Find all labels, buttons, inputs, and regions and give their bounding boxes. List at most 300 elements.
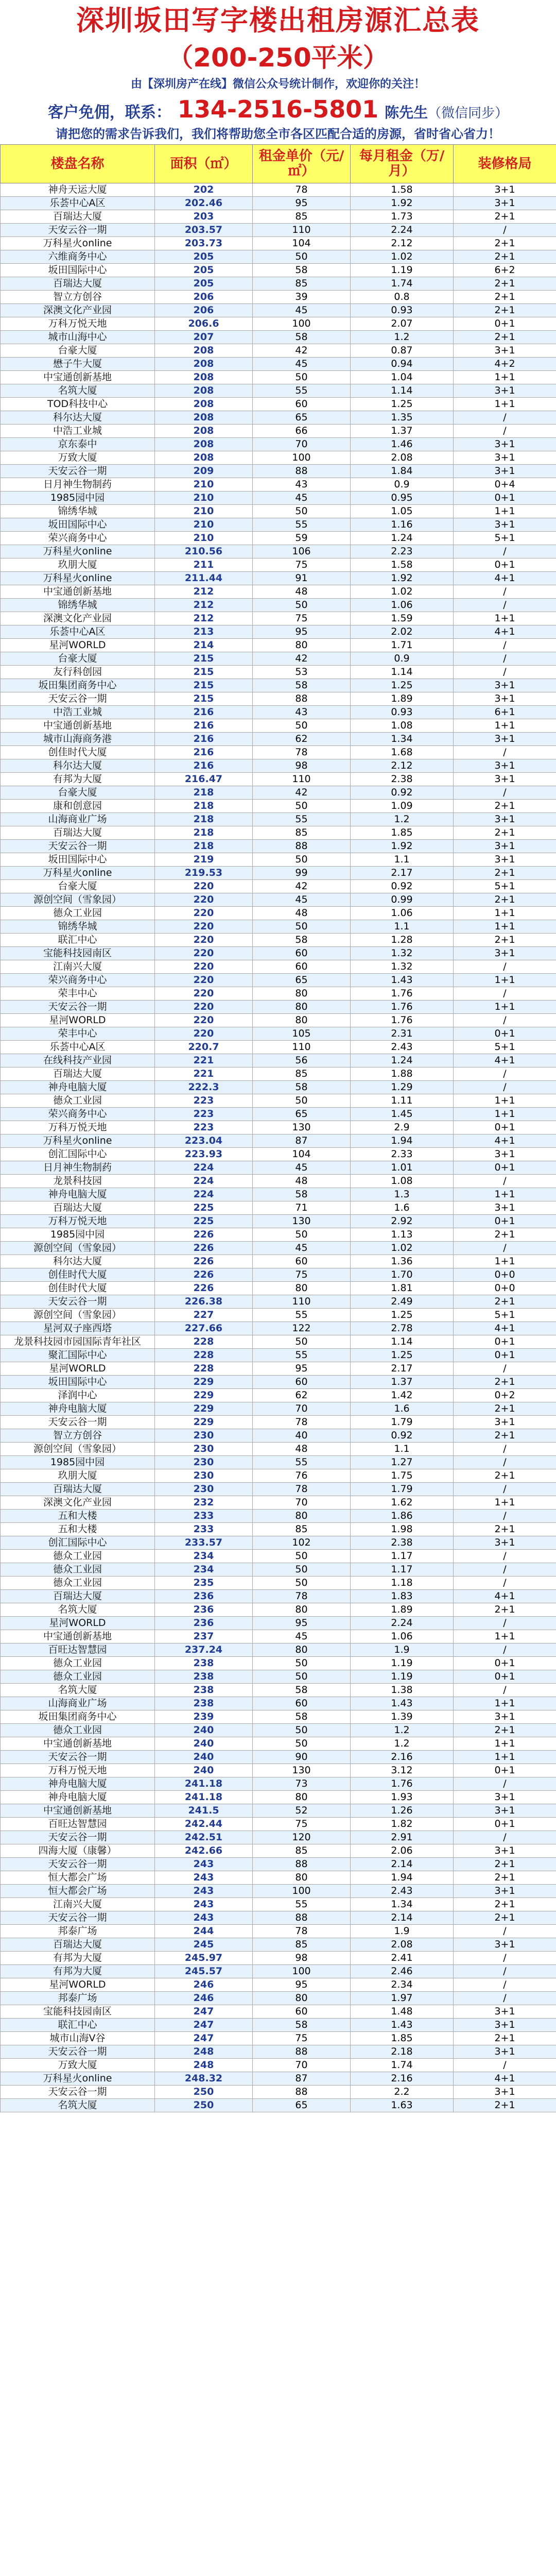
table-row bbox=[1, 505, 556, 518]
area-cell: 242.66 bbox=[155, 1844, 253, 1858]
layout-cell: 1+1 bbox=[454, 974, 556, 987]
unit-price-cell: 95 bbox=[253, 197, 351, 210]
layout-cell: 2+1 bbox=[454, 1295, 556, 1309]
monthly-rent-cell: 1.2 bbox=[351, 813, 454, 826]
area-cell: 243 bbox=[155, 1885, 253, 1898]
table-row bbox=[1, 2005, 556, 2019]
building-name-cell: 四海大厦（康馨） bbox=[1, 1844, 155, 1858]
unit-price-cell: 60 bbox=[253, 1255, 351, 1268]
layout-cell: 3+1 bbox=[454, 438, 556, 451]
building-name-cell: 名筑大厦 bbox=[1, 2099, 155, 2112]
monthly-rent-cell: 1.32 bbox=[351, 947, 454, 960]
monthly-rent-cell: 1.06 bbox=[351, 1630, 454, 1643]
building-name-cell: 台豪大厦 bbox=[1, 786, 155, 800]
area-cell: 218 bbox=[155, 800, 253, 813]
building-name-cell: 万科星火online bbox=[1, 545, 155, 558]
monthly-rent-cell: 1.58 bbox=[351, 558, 454, 572]
layout-cell: 3+1 bbox=[454, 679, 556, 692]
layout-cell: 2+1 bbox=[454, 1523, 556, 1536]
monthly-rent-cell: 1.6 bbox=[351, 1201, 454, 1215]
building-name-cell: 坂田国际中心 bbox=[1, 518, 155, 532]
monthly-rent-cell: 1.76 bbox=[351, 1014, 454, 1027]
table-row bbox=[1, 277, 556, 291]
table-row bbox=[1, 1054, 556, 1067]
building-name-cell: 创汇国际中心 bbox=[1, 1148, 155, 1161]
table-row bbox=[1, 572, 556, 585]
table-row bbox=[1, 840, 556, 853]
unit-price-cell: 50 bbox=[253, 800, 351, 813]
table-row bbox=[1, 1094, 556, 1108]
area-cell: 246 bbox=[155, 1992, 253, 2005]
unit-price-cell: 45 bbox=[253, 893, 351, 907]
layout-cell: 5+1 bbox=[454, 880, 556, 893]
area-cell: 230 bbox=[155, 1483, 253, 1496]
unit-price-cell: 60 bbox=[253, 1697, 351, 1710]
layout-cell: 2+1 bbox=[454, 1228, 556, 1242]
area-cell: 247 bbox=[155, 2005, 253, 2019]
monthly-rent-cell: 1.85 bbox=[351, 826, 454, 840]
building-name-cell: 百旺达智慧园 bbox=[1, 1818, 155, 1831]
monthly-rent-cell: 1.94 bbox=[351, 1871, 454, 1885]
table-row bbox=[1, 1925, 556, 1938]
building-name-cell: 名筑大厦 bbox=[1, 1684, 155, 1697]
unit-price-cell: 71 bbox=[253, 1201, 351, 1215]
layout-cell: 2+1 bbox=[454, 2099, 556, 2112]
table-row bbox=[1, 1322, 556, 1335]
unit-price-cell: 50 bbox=[253, 1550, 351, 1563]
unit-price-cell: 80 bbox=[253, 1871, 351, 1885]
building-name-cell: 邦泰广场 bbox=[1, 1925, 155, 1938]
area-cell: 216 bbox=[155, 719, 253, 733]
layout-cell: 2+1 bbox=[454, 1376, 556, 1389]
layout-cell: 1+1 bbox=[454, 920, 556, 934]
area-cell: 230 bbox=[155, 1469, 253, 1483]
building-name-cell: 万科星火online bbox=[1, 2072, 155, 2086]
unit-price-cell: 45 bbox=[253, 1630, 351, 1643]
monthly-rent-cell: 0.9 bbox=[351, 652, 454, 666]
layout-cell: / bbox=[454, 1831, 556, 1844]
layout-cell: 0+1 bbox=[454, 1027, 556, 1041]
unit-price-cell: 62 bbox=[253, 733, 351, 746]
sheet-title: 深圳坂田写字楼出租房源汇总表 bbox=[76, 4, 480, 37]
layout-cell: 1+1 bbox=[454, 505, 556, 518]
monthly-rent-cell: 1.81 bbox=[351, 1282, 454, 1295]
building-name-cell: 神舟电脑大厦 bbox=[1, 1188, 155, 1201]
layout-cell: 3+1 bbox=[454, 2086, 556, 2099]
layout-cell: 2+1 bbox=[454, 893, 556, 907]
area-cell: 240 bbox=[155, 1751, 253, 1764]
monthly-rent-cell: 0.92 bbox=[351, 786, 454, 800]
area-cell: 212 bbox=[155, 585, 253, 599]
table-body bbox=[1, 183, 556, 2112]
table-row bbox=[1, 974, 556, 987]
area-cell: 229 bbox=[155, 1402, 253, 1416]
layout-cell: / bbox=[454, 585, 556, 599]
building-name-cell: 中宝通创新基地 bbox=[1, 371, 155, 384]
layout-cell: / bbox=[454, 1577, 556, 1590]
unit-price-cell: 59 bbox=[253, 532, 351, 545]
layout-cell: 2+1 bbox=[454, 826, 556, 840]
table-row bbox=[1, 425, 556, 438]
layout-cell: 0+1 bbox=[454, 1121, 556, 1134]
area-cell: 223.93 bbox=[155, 1148, 253, 1161]
area-cell: 216 bbox=[155, 759, 253, 773]
monthly-rent-cell: 1.19 bbox=[351, 264, 454, 277]
building-name-cell: 玖朋大厦 bbox=[1, 558, 155, 572]
building-name-cell: 京东泰中 bbox=[1, 438, 155, 451]
area-cell: 211.44 bbox=[155, 572, 253, 585]
table-row bbox=[1, 1228, 556, 1242]
area-cell: 218 bbox=[155, 826, 253, 840]
layout-cell: 0+0 bbox=[454, 1282, 556, 1295]
monthly-rent-cell: 1.19 bbox=[351, 1657, 454, 1670]
layout-cell: 4+1 bbox=[454, 1134, 556, 1148]
layout-cell: 0+1 bbox=[454, 317, 556, 331]
layout-cell: 0+1 bbox=[454, 1670, 556, 1684]
area-cell: 227 bbox=[155, 1309, 253, 1322]
layout-cell: 3+1 bbox=[454, 773, 556, 786]
area-cell: 208 bbox=[155, 451, 253, 465]
layout-cell: 1+1 bbox=[454, 907, 556, 920]
table-row bbox=[1, 1469, 556, 1483]
monthly-rent-cell: 1.36 bbox=[351, 1255, 454, 1268]
table-row bbox=[1, 1550, 556, 1563]
building-name-cell: 荣丰中心 bbox=[1, 1027, 155, 1041]
monthly-rent-cell: 1.93 bbox=[351, 1791, 454, 1804]
table-row bbox=[1, 639, 556, 652]
monthly-rent-cell: 1.83 bbox=[351, 1590, 454, 1603]
table-row bbox=[1, 1416, 556, 1429]
monthly-rent-cell: 1.2 bbox=[351, 331, 454, 344]
building-name-cell: 深澳文化产业园 bbox=[1, 612, 155, 625]
building-name-cell: 锦绣华城 bbox=[1, 920, 155, 934]
unit-price-cell: 45 bbox=[253, 304, 351, 317]
monthly-rent-cell: 1.74 bbox=[351, 277, 454, 291]
table-row bbox=[1, 625, 556, 639]
unit-price-cell: 90 bbox=[253, 1751, 351, 1764]
table-row bbox=[1, 1376, 556, 1389]
table-row bbox=[1, 867, 556, 880]
table-row bbox=[1, 1148, 556, 1161]
building-name-cell: 德众工业园 bbox=[1, 1577, 155, 1590]
unit-price-cell: 50 bbox=[253, 371, 351, 384]
unit-price-cell: 85 bbox=[253, 1523, 351, 1536]
unit-price-cell: 50 bbox=[253, 1724, 351, 1737]
table-row bbox=[1, 532, 556, 545]
table-row bbox=[1, 759, 556, 773]
table-row bbox=[1, 1536, 556, 1550]
building-name-cell: 联汇中心 bbox=[1, 2019, 155, 2032]
building-name-cell: 日月神生物制药 bbox=[1, 1161, 155, 1175]
layout-cell: 3+1 bbox=[454, 465, 556, 478]
monthly-rent-cell: 1.29 bbox=[351, 1081, 454, 1094]
table-row bbox=[1, 1764, 556, 1777]
unit-price-cell: 80 bbox=[253, 987, 351, 1001]
building-name-cell: 台豪大厦 bbox=[1, 344, 155, 358]
unit-price-cell: 99 bbox=[253, 867, 351, 880]
layout-cell: / bbox=[454, 987, 556, 1001]
area-cell: 226 bbox=[155, 1242, 253, 1255]
building-name-cell: 玖朋大厦 bbox=[1, 1469, 155, 1483]
table-row bbox=[1, 1978, 556, 1992]
building-name-cell: 源创空间（雪象园） bbox=[1, 1443, 155, 1456]
building-name-cell: 天安云谷一期 bbox=[1, 465, 155, 478]
table-row bbox=[1, 1362, 556, 1376]
area-cell: 241.18 bbox=[155, 1791, 253, 1804]
monthly-rent-cell: 1.76 bbox=[351, 1777, 454, 1791]
building-name-cell: 有邦为大厦 bbox=[1, 1952, 155, 1965]
table-row bbox=[1, 2059, 556, 2072]
layout-cell: 1+1 bbox=[454, 398, 556, 411]
building-name-cell: TOD科技中心 bbox=[1, 398, 155, 411]
monthly-rent-cell: 1.2 bbox=[351, 1737, 454, 1751]
layout-cell: 2+1 bbox=[454, 1603, 556, 1617]
layout-cell: 3+1 bbox=[454, 2019, 556, 2032]
building-name-cell: 百瑞达大厦 bbox=[1, 1483, 155, 1496]
monthly-rent-cell: 2.14 bbox=[351, 1911, 454, 1925]
layout-cell: / bbox=[454, 545, 556, 558]
building-name-cell: 神舟电脑大厦 bbox=[1, 1791, 155, 1804]
building-name-cell: 中宝通创新基地 bbox=[1, 1630, 155, 1643]
area-cell: 205 bbox=[155, 264, 253, 277]
listing-table bbox=[0, 144, 556, 2112]
monthly-rent-cell: 1.79 bbox=[351, 1416, 454, 1429]
layout-cell: / bbox=[454, 1563, 556, 1577]
table-row bbox=[1, 2099, 556, 2112]
col-header-layout: 装修格局 bbox=[454, 145, 556, 183]
table-row bbox=[1, 1697, 556, 1710]
building-name-cell: 万致大厦 bbox=[1, 2059, 155, 2072]
area-cell: 220 bbox=[155, 880, 253, 893]
unit-price-cell: 78 bbox=[253, 1925, 351, 1938]
layout-cell: 2+1 bbox=[454, 1402, 556, 1416]
area-cell: 220 bbox=[155, 974, 253, 987]
layout-cell: / bbox=[454, 1510, 556, 1523]
area-cell: 233 bbox=[155, 1510, 253, 1523]
monthly-rent-cell: 1.25 bbox=[351, 398, 454, 411]
monthly-rent-cell: 2.92 bbox=[351, 1215, 454, 1228]
area-cell: 248.32 bbox=[155, 2072, 253, 2086]
area-cell: 219 bbox=[155, 853, 253, 867]
layout-cell: 0+1 bbox=[454, 1349, 556, 1362]
layout-cell: 1+1 bbox=[454, 1188, 556, 1201]
area-cell: 218 bbox=[155, 840, 253, 853]
area-cell: 227.66 bbox=[155, 1322, 253, 1335]
unit-price-cell: 98 bbox=[253, 759, 351, 773]
table-row bbox=[1, 264, 556, 277]
unit-price-cell: 70 bbox=[253, 1402, 351, 1416]
layout-cell: 1+1 bbox=[454, 1108, 556, 1121]
unit-price-cell: 50 bbox=[253, 250, 351, 264]
contact-person: 陈先生 bbox=[385, 104, 428, 121]
table-row bbox=[1, 1188, 556, 1201]
area-cell: 218 bbox=[155, 813, 253, 826]
table-row bbox=[1, 1483, 556, 1496]
monthly-rent-cell: 1.92 bbox=[351, 840, 454, 853]
building-name-cell: 五和大楼 bbox=[1, 1510, 155, 1523]
table-row bbox=[1, 599, 556, 612]
table-row bbox=[1, 746, 556, 759]
monthly-rent-cell: 2.07 bbox=[351, 317, 454, 331]
building-name-cell: 深澳文化产业园 bbox=[1, 304, 155, 317]
table-row bbox=[1, 813, 556, 826]
table-row bbox=[1, 1067, 556, 1081]
unit-price-cell: 80 bbox=[253, 1282, 351, 1295]
unit-price-cell: 50 bbox=[253, 1577, 351, 1590]
layout-cell: 1+1 bbox=[454, 612, 556, 625]
contact-phone[interactable]: 134-2516-5801 bbox=[177, 95, 379, 123]
building-name-cell: 神舟电脑大厦 bbox=[1, 1777, 155, 1791]
unit-price-cell: 40 bbox=[253, 1429, 351, 1443]
unit-price-cell: 48 bbox=[253, 907, 351, 920]
monthly-rent-cell: 1.71 bbox=[351, 639, 454, 652]
building-name-cell: 智立方创谷 bbox=[1, 1429, 155, 1443]
building-name-cell: 乐荟中心A区 bbox=[1, 625, 155, 639]
building-name-cell: 荣兴商务中心 bbox=[1, 1108, 155, 1121]
area-cell: 234 bbox=[155, 1550, 253, 1563]
monthly-rent-cell: 1.59 bbox=[351, 612, 454, 625]
monthly-rent-cell: 1.46 bbox=[351, 438, 454, 451]
table-row bbox=[1, 907, 556, 920]
building-name-cell: 台豪大厦 bbox=[1, 880, 155, 893]
unit-price-cell: 122 bbox=[253, 1322, 351, 1335]
table-row bbox=[1, 719, 556, 733]
monthly-rent-cell: 2.49 bbox=[351, 1295, 454, 1309]
table-row bbox=[1, 2086, 556, 2099]
table-row bbox=[1, 2032, 556, 2045]
table-row bbox=[1, 1014, 556, 1027]
area-cell: 223.04 bbox=[155, 1134, 253, 1148]
unit-price-cell: 85 bbox=[253, 1938, 351, 1952]
table-row bbox=[1, 733, 556, 746]
unit-price-cell: 120 bbox=[253, 1831, 351, 1844]
table-row bbox=[1, 1577, 556, 1590]
layout-cell: 1+1 bbox=[454, 1001, 556, 1014]
building-name-cell: 天安云谷一期 bbox=[1, 1416, 155, 1429]
area-cell: 210 bbox=[155, 478, 253, 492]
area-cell: 208 bbox=[155, 358, 253, 371]
building-name-cell: 万科万悦天地 bbox=[1, 1764, 155, 1777]
unit-price-cell: 85 bbox=[253, 1844, 351, 1858]
table-row bbox=[1, 465, 556, 478]
unit-price-cell: 55 bbox=[253, 518, 351, 532]
area-cell: 232 bbox=[155, 1496, 253, 1510]
layout-cell: 3+1 bbox=[454, 183, 556, 197]
area-cell: 240 bbox=[155, 1764, 253, 1777]
unit-price-cell: 95 bbox=[253, 1978, 351, 1992]
monthly-rent-cell: 2.23 bbox=[351, 545, 454, 558]
unit-price-cell: 76 bbox=[253, 1469, 351, 1483]
unit-price-cell: 52 bbox=[253, 1804, 351, 1818]
unit-price-cell: 50 bbox=[253, 1094, 351, 1108]
layout-cell: / bbox=[454, 224, 556, 237]
monthly-rent-cell: 1.34 bbox=[351, 1898, 454, 1911]
unit-price-cell: 55 bbox=[253, 1898, 351, 1911]
monthly-rent-cell: 3.12 bbox=[351, 1764, 454, 1777]
monthly-rent-cell: 1.85 bbox=[351, 2032, 454, 2045]
unit-price-cell: 80 bbox=[253, 639, 351, 652]
unit-price-cell: 78 bbox=[253, 1590, 351, 1603]
unit-price-cell: 80 bbox=[253, 1643, 351, 1657]
publisher-notice: 由【深圳房产在线】微信公众号统计制作，欢迎你的关注！ bbox=[130, 78, 425, 91]
area-cell: 243 bbox=[155, 1871, 253, 1885]
monthly-rent-cell: 1.16 bbox=[351, 518, 454, 532]
monthly-rent-cell: 1.89 bbox=[351, 692, 454, 706]
table-row bbox=[1, 1791, 556, 1804]
table-row bbox=[1, 1201, 556, 1215]
table-row bbox=[1, 1871, 556, 1885]
area-cell: 215 bbox=[155, 652, 253, 666]
table-row bbox=[1, 1751, 556, 1764]
table-row bbox=[1, 1443, 556, 1456]
unit-price-cell: 60 bbox=[253, 960, 351, 974]
area-cell: 210.56 bbox=[155, 545, 253, 558]
layout-cell: 3+1 bbox=[454, 1791, 556, 1804]
building-name-cell: 星河WORLD bbox=[1, 1362, 155, 1376]
table-row bbox=[1, 1523, 556, 1536]
area-cell: 220 bbox=[155, 893, 253, 907]
area-cell: 219.53 bbox=[155, 867, 253, 880]
monthly-rent-cell: 1.97 bbox=[351, 1992, 454, 2005]
monthly-rent-cell: 2.24 bbox=[351, 224, 454, 237]
monthly-rent-cell: 1.76 bbox=[351, 1001, 454, 1014]
unit-price-cell: 56 bbox=[253, 1054, 351, 1067]
building-name-cell: 有邦为大厦 bbox=[1, 1965, 155, 1978]
area-cell: 225 bbox=[155, 1201, 253, 1215]
area-cell: 218 bbox=[155, 786, 253, 800]
building-name-cell: 江南兴大厦 bbox=[1, 1898, 155, 1911]
monthly-rent-cell: 2.08 bbox=[351, 1938, 454, 1952]
unit-price-cell: 80 bbox=[253, 1791, 351, 1804]
table-row bbox=[1, 880, 556, 893]
building-name-cell: 天安云谷一期 bbox=[1, 1831, 155, 1844]
unit-price-cell: 58 bbox=[253, 2019, 351, 2032]
building-name-cell: 源创空间（雪象园） bbox=[1, 1309, 155, 1322]
layout-cell: / bbox=[454, 1081, 556, 1094]
monthly-rent-cell: 1.39 bbox=[351, 1710, 454, 1724]
layout-cell: 2+1 bbox=[454, 1858, 556, 1871]
building-name-cell: 懋子牛大厦 bbox=[1, 358, 155, 371]
table-row bbox=[1, 1657, 556, 1670]
building-name-cell: 百瑞达大厦 bbox=[1, 1938, 155, 1952]
table-row bbox=[1, 545, 556, 558]
layout-cell: 2+1 bbox=[454, 800, 556, 813]
layout-cell: 1+1 bbox=[454, 1697, 556, 1710]
contact-label: 客户免佣，联系： bbox=[47, 104, 171, 122]
area-cell: 221 bbox=[155, 1054, 253, 1067]
table-row bbox=[1, 612, 556, 625]
unit-price-cell: 50 bbox=[253, 1563, 351, 1577]
unit-price-cell: 75 bbox=[253, 2032, 351, 2045]
table-row bbox=[1, 1456, 556, 1469]
building-name-cell: 天安云谷一期 bbox=[1, 1295, 155, 1309]
building-name-cell: 中浩工业城 bbox=[1, 706, 155, 719]
area-cell: 220 bbox=[155, 1027, 253, 1041]
monthly-rent-cell: 1.26 bbox=[351, 1804, 454, 1818]
table-row bbox=[1, 1309, 556, 1322]
area-cell: 226 bbox=[155, 1268, 253, 1282]
table-row bbox=[1, 934, 556, 947]
unit-price-cell: 50 bbox=[253, 719, 351, 733]
building-name-cell: 中宝通创新基地 bbox=[1, 1737, 155, 1751]
table-row bbox=[1, 947, 556, 960]
table-row bbox=[1, 920, 556, 934]
unit-price-cell: 95 bbox=[253, 625, 351, 639]
sheet-subtitle: （200-250平米） bbox=[167, 43, 389, 73]
unit-price-cell: 88 bbox=[253, 2045, 351, 2059]
building-name-cell: 万科星火online bbox=[1, 867, 155, 880]
building-name-cell: 1985园中园 bbox=[1, 1456, 155, 1469]
